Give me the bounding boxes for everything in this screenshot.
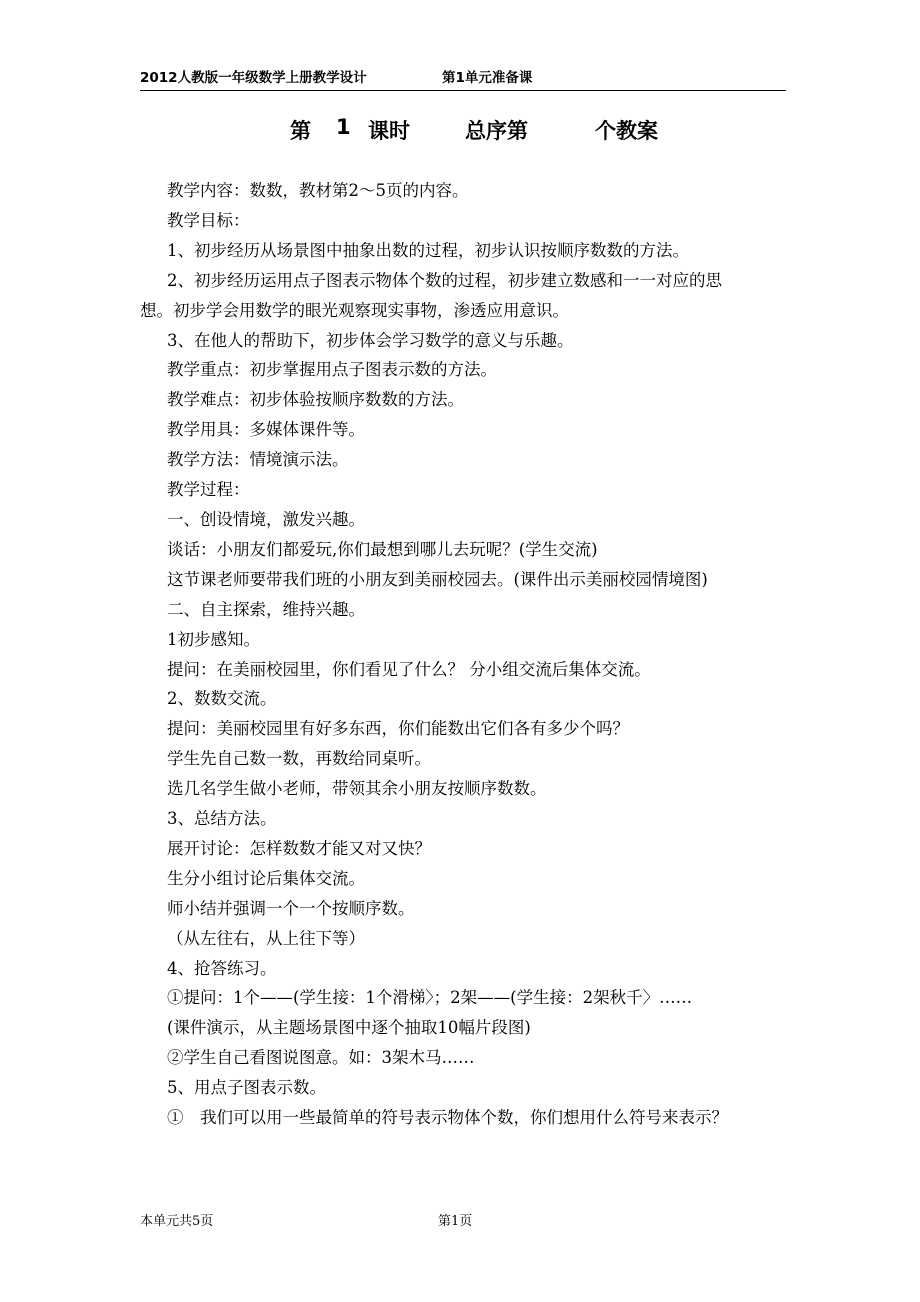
text-line: 5、用点子图表示数。 — [167, 1078, 326, 1098]
text-line: 教学内容：数数，教材第2～5页的内容。 — [167, 181, 469, 200]
title-di: 第 — [290, 119, 311, 143]
footer-total-pages: 本单元共5页 — [140, 1214, 214, 1229]
text-line: 学生先自己数一数，再数给同桌听。 — [167, 749, 431, 769]
text-line: 3、总结方法。 — [167, 809, 277, 829]
text-line: 教学重点：初步掌握用点子图表示数的方法。 — [167, 360, 497, 380]
section-heading: 一、创设情境，激发兴趣。 — [167, 509, 365, 529]
title-jiaoan: 个教案 — [595, 119, 658, 143]
text-line: 提问：在美丽校园里，你们看见了什么？ 分小组交流后集体交流。 — [167, 659, 651, 679]
text-line: 4、抢答练习。 — [167, 958, 277, 978]
text-line: 2、初步经历运用点子图表示物体个数的过程，初步建立数感和一一对应的思 — [167, 270, 722, 290]
text-line: 教学过程： — [167, 480, 250, 500]
header-unit-label: 第1单元准备课 — [442, 70, 533, 86]
lesson-body — [140, 176, 791, 1133]
title-number: 1 — [336, 115, 351, 139]
text-line: 3、在他人的帮助下，初步体会学习数学的意义与乐趣。 — [167, 330, 574, 350]
text-line: 教学用具：多媒体课件等。 — [167, 420, 365, 440]
title-zongxu: 总序第 — [465, 119, 528, 143]
text-line: 这节课老师要带我们班的小朋友到美丽校园去。(课件出示美丽校园情境图) — [167, 569, 708, 589]
header-divider — [140, 90, 786, 91]
text-line: 教学目标： — [167, 210, 250, 230]
text-line: 教学方法：情境演示法。 — [167, 450, 349, 470]
text-line: 展开讨论：怎样数数才能又对又快？ — [167, 838, 431, 858]
text-line: 选几名学生做小老师，带领其余小朋友按顺序数数。 — [167, 779, 547, 799]
text-line: 1、初步经历从场景图中抽象出数的过程，初步认识按顺序数数的方法。 — [167, 240, 689, 260]
text-line: 谈话：小朋友们都爱玩,你们最想到哪儿去玩呢？(学生交流) — [167, 539, 598, 559]
text-line: ①提问：1个——(学生接：1个滑梯〉；2架——(学生接：2架秋千〉…… — [167, 988, 693, 1008]
text-line: (课件演示，从主题场景图中逐个抽取10幅片段图) — [167, 1018, 531, 1038]
text-line: 2、数数交流。 — [167, 689, 277, 709]
footer-page-number: 第1页 — [438, 1214, 473, 1229]
text-line: ②学生自己看图说图意。如：3架木马…… — [167, 1048, 475, 1068]
text-line: 想。初步学会用数学的眼光观察现实事物，渗透应用意识。 — [140, 300, 569, 320]
title-keshi: 课时 — [368, 119, 410, 143]
text-line: 提问：美丽校园里有好多东西，你们能数出它们各有多少个吗？ — [167, 719, 629, 739]
text-line: 教学难点：初步体验按顺序数数的方法。 — [167, 390, 464, 410]
text-line: 1初步感知。 — [167, 629, 260, 649]
section-heading: 二、自主探索，维持兴趣。 — [167, 599, 365, 619]
text-line: （从左往右，从上往下等） — [167, 928, 365, 948]
header-document-title: 2012人教版一年级数学上册教学设计 — [140, 70, 367, 86]
text-line: 师小结并强调一个一个按顺序数。 — [167, 898, 415, 918]
text-line: ① 我们可以用一些最简单的符号表示物体个数，你们想用什么符号来表示？ — [167, 1108, 728, 1128]
text-line: 生分小组讨论后集体交流。 — [167, 868, 365, 888]
